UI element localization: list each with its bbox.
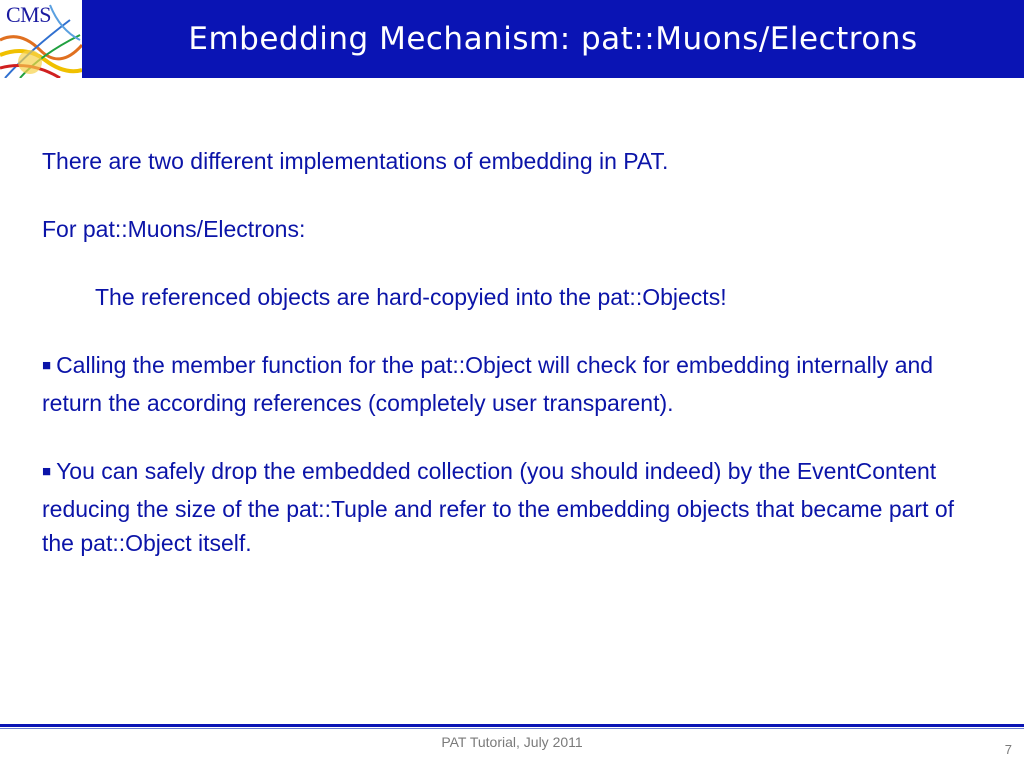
- bullet-text: Calling the member function for the pat::Object will check for embedding internally and return the according references (completely user transparent).: [42, 352, 934, 416]
- subheading: For pat::Muons/Electrons:: [42, 216, 306, 242]
- cms-logo: [0, 0, 82, 78]
- logo-text: CMS: [6, 2, 51, 27]
- bullet-item: [42, 454, 992, 560]
- slide-body: [42, 144, 992, 560]
- square-bullet-icon: ■: [42, 463, 52, 480]
- intro-text: There are two different implementations of embedding in PAT.: [42, 148, 669, 174]
- bullet-text: You can safely drop the embedded collection (you should indeed) by the EventContent reducing the size of the pat::Tuple and refer to the embedding objects that became part of the pat::Object itself.: [42, 458, 955, 556]
- bullet-item: [42, 348, 992, 420]
- page-number: 7: [1004, 742, 1012, 757]
- note-text: The referenced objects are hard-copyied into the pat::Objects!: [95, 284, 727, 310]
- footer-divider: [0, 724, 1024, 727]
- footer-divider-thin: [0, 728, 1024, 729]
- square-bullet-icon: ■: [42, 357, 52, 374]
- slide-title: Embedding Mechanism: pat::Muons/Electrons: [188, 21, 918, 57]
- footer-text: PAT Tutorial, July 2011: [441, 734, 583, 750]
